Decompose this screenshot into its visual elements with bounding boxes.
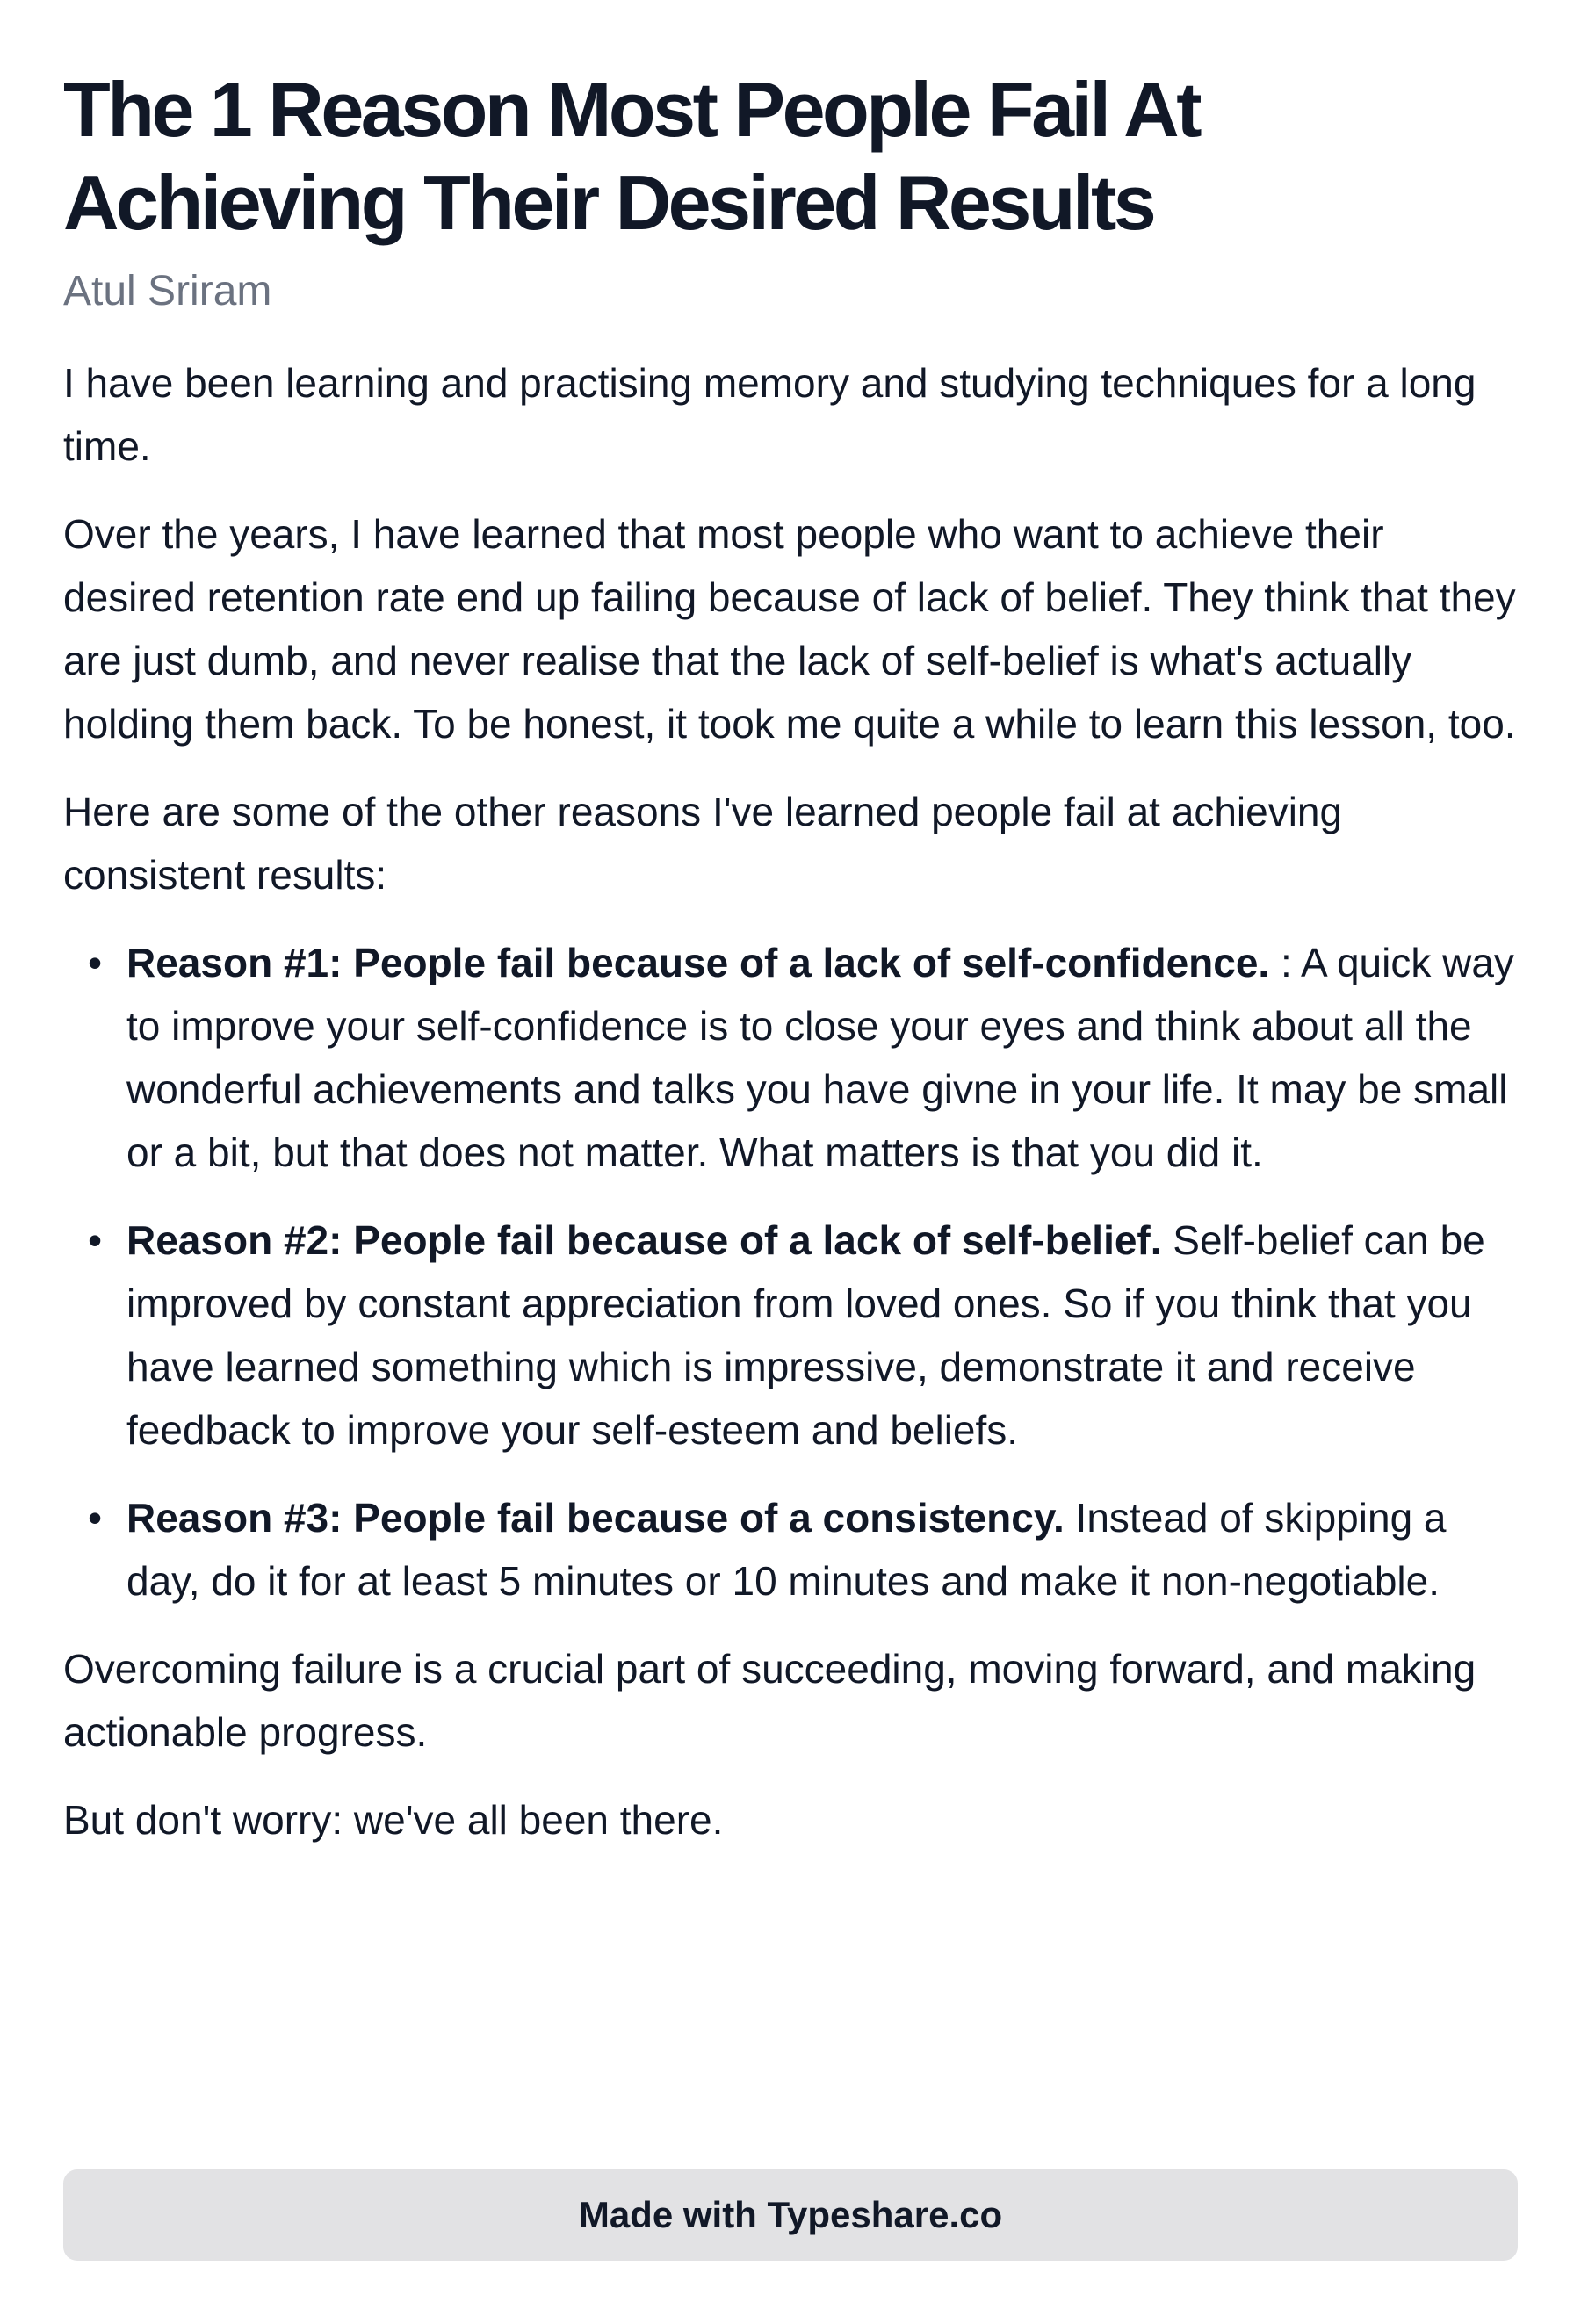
- article: [63, 63, 1518, 1876]
- reasons-list: [63, 931, 1518, 1613]
- reason-title: Reason #1: People fail because of a lack of self-confidence.: [126, 940, 1270, 985]
- reason-text: Instead of skipping a day, do it for at least 5 minutes or 10 minutes and make it non-negotiable.: [126, 1495, 1447, 1604]
- list-item-reason-1: [88, 931, 1518, 1184]
- article-title: The 1 Reason Most People Fail At Achieving Their Desired Results: [63, 66, 1199, 246]
- reason-text: Self-belief can be improved by constant appreciation from loved ones. So if you think that you have learned something which is impressive, demonstrate it and receive feedback to improve your self-esteem and beliefs.: [126, 1217, 1485, 1453]
- bullet-icon: •: [88, 940, 103, 985]
- paragraph-closing: But don't worry: we've all been there.: [63, 1797, 724, 1843]
- author-name: Atul Sriram: [63, 268, 272, 314]
- list-item-reason-3: [88, 1486, 1518, 1613]
- list-item-reason-2: [88, 1209, 1518, 1462]
- intro-paragraph: I have been learning and practising memory and studying techniques for a long time.: [63, 360, 1476, 469]
- reason-text: : A quick way to improve your self-confidence is to close your eyes and think about all the wonderful achievements and talks you have givne in your life. It may be small or a bit, but that does not matter. What matters is that you did it.: [126, 940, 1514, 1175]
- paragraph-reasons-intro: Here are some of the other reasons I've learned people fail at achieving consistent results:: [63, 789, 1343, 898]
- bullet-icon: •: [88, 1495, 103, 1541]
- bullet-icon: •: [88, 1217, 103, 1263]
- article-body: [63, 351, 1518, 1851]
- made-with-typeshare-button[interactable]: Made with Typeshare.co: [63, 2169, 1518, 2261]
- paragraph-overcoming: Overcoming failure is a crucial part of succeeding, moving forward, and making actionable progress.: [63, 1646, 1476, 1755]
- paragraph-belief: Over the years, I have learned that most people who want to achieve their desired retention rate end up failing because of lack of belief. They think that they are just dumb, and never realise that the lack of self-belief is what's actually holding them back. To be honest, it took me quite a while to learn this lesson, too.: [63, 511, 1516, 747]
- reason-title: Reason #2: People fail because of a lack of self-belief.: [126, 1217, 1162, 1263]
- reason-title: Reason #3: People fail because of a consistency.: [126, 1495, 1065, 1541]
